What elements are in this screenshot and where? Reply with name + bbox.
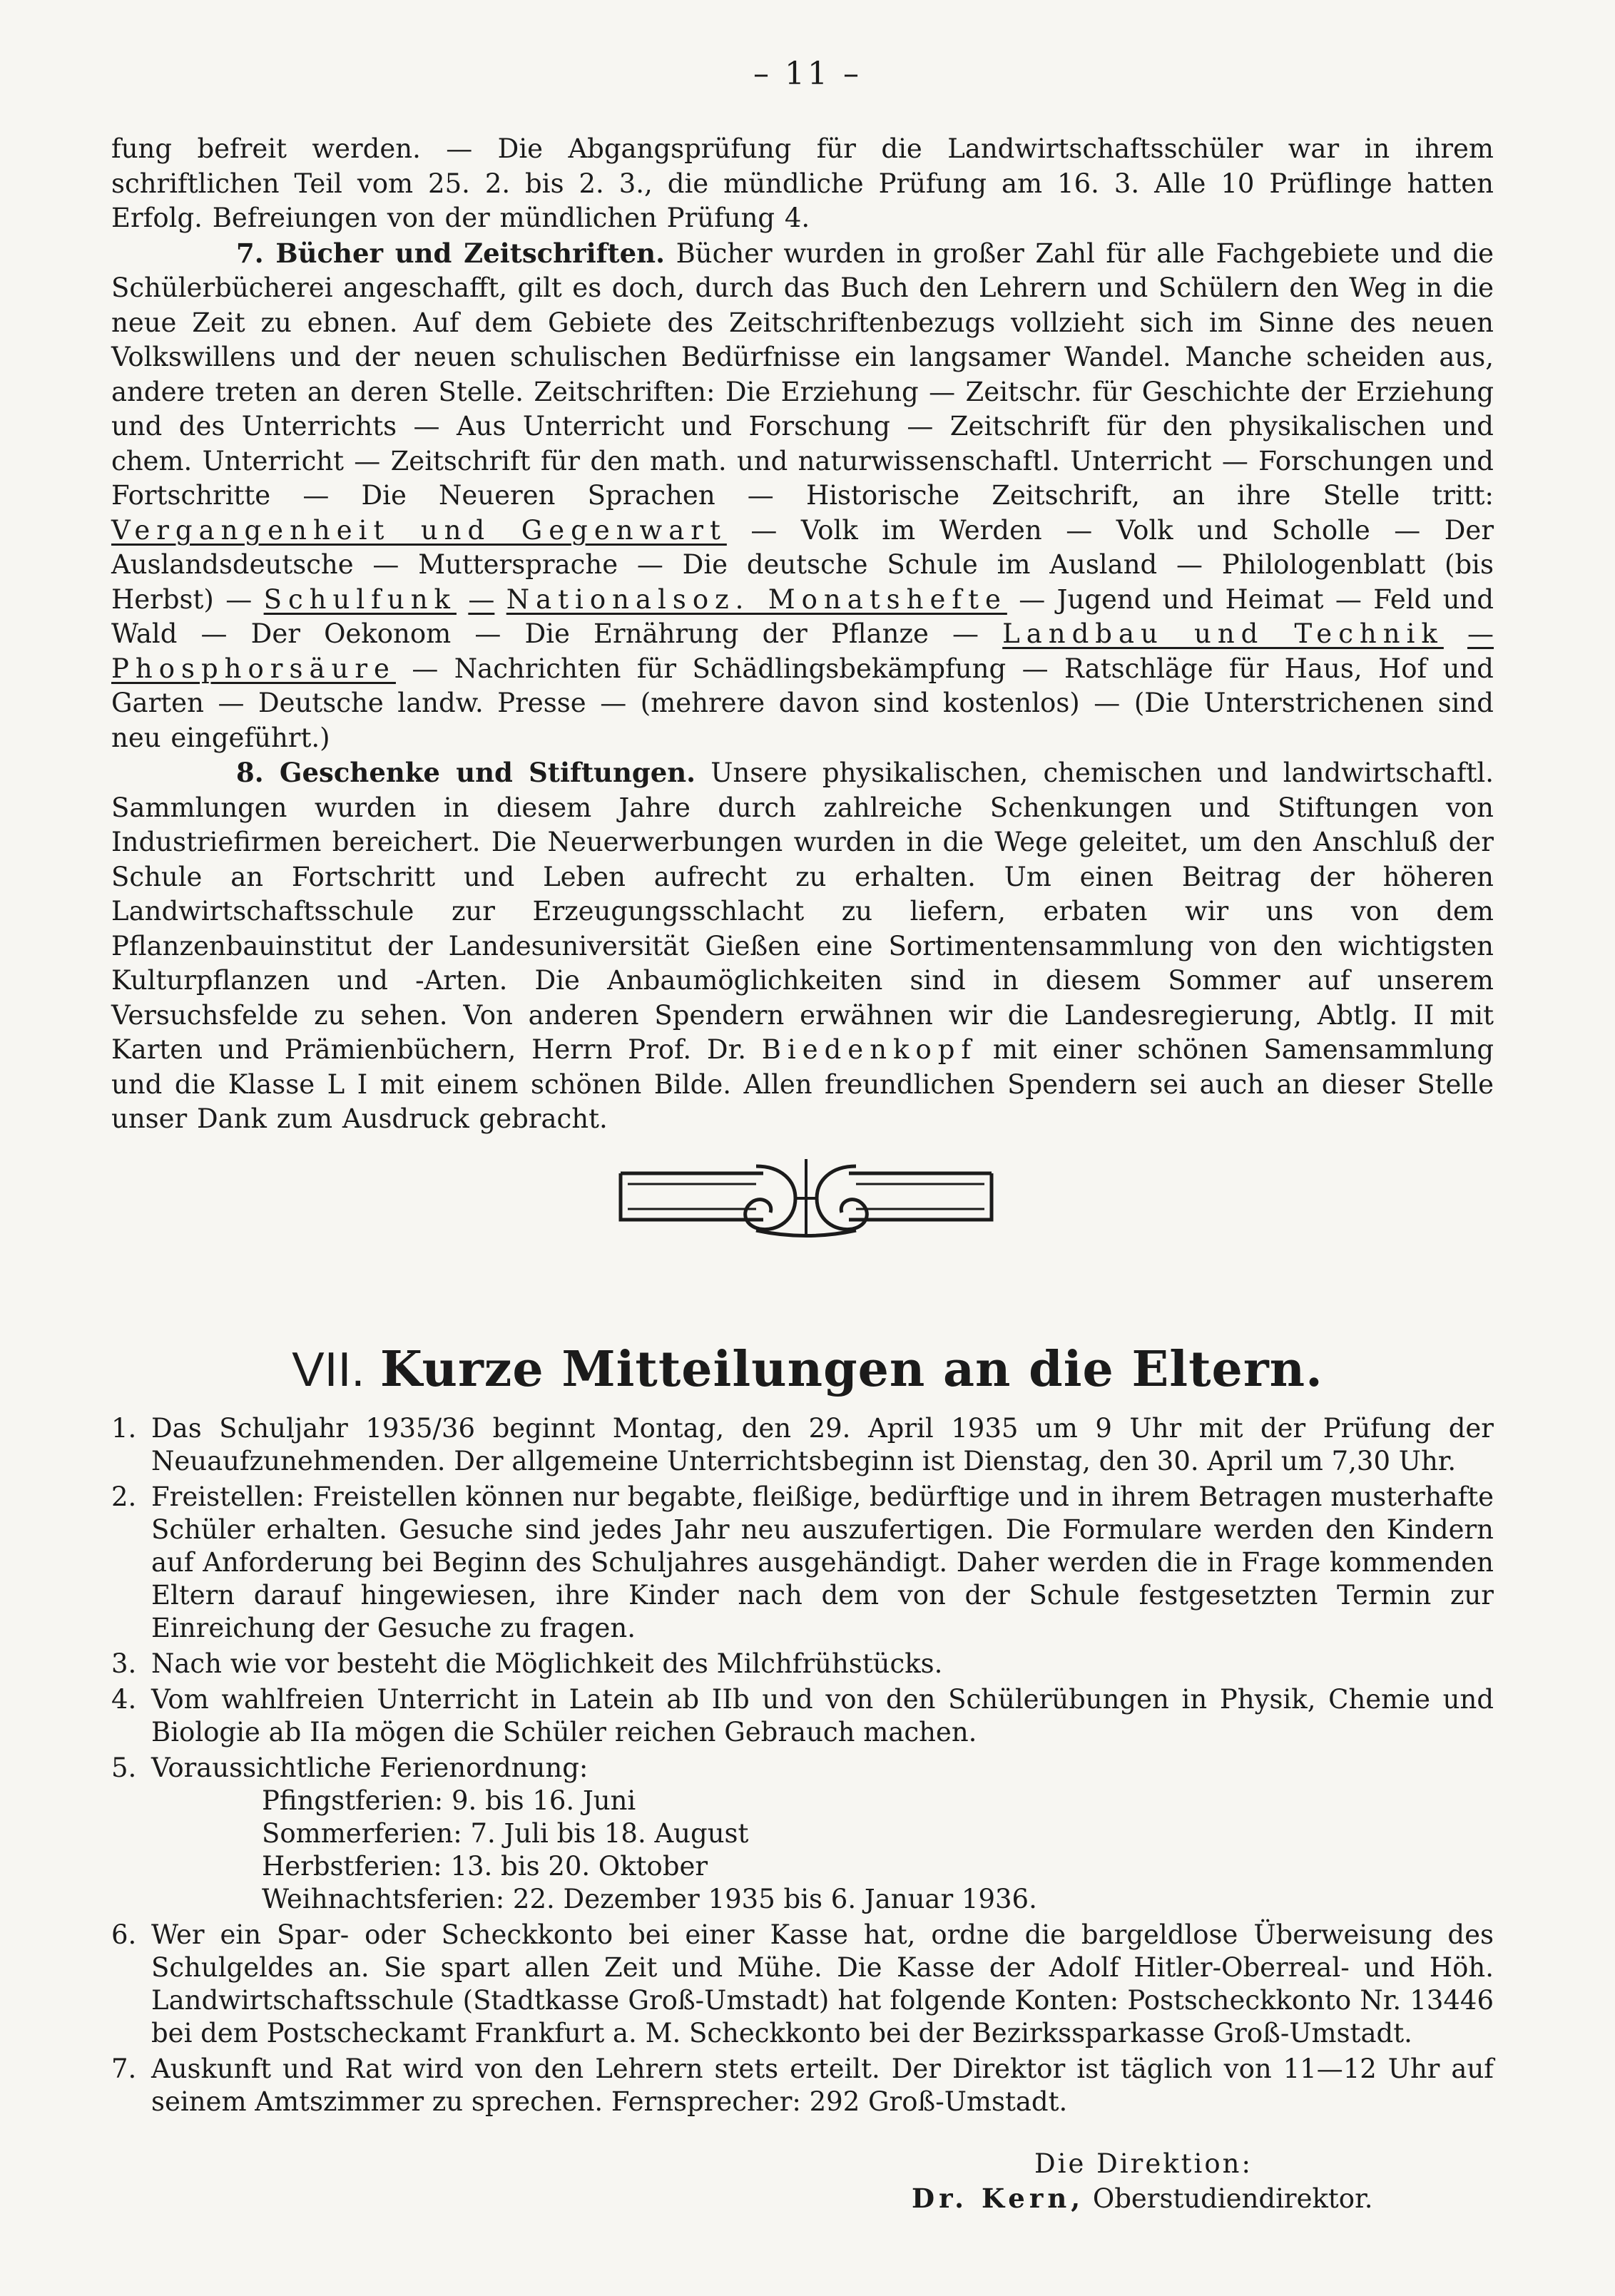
list-item: 7. Auskunft und Rat wird von den Lehrern stets erteilt. Der Direktor ist täglich von 11—12 Uhr auf seinem Amtszimmer zu sprechen. Fernsprecher: 292 Groß-Umstadt.	[111, 2053, 1494, 2117]
section-7-8	[111, 132, 1494, 1137]
books-text-2: — Volk im Werden — Volk und Scholle — Der Auslandsdeutsche — Muttersprache — Die deutsche Schule im Ausland — Philologenblatt (bis Herbst) —	[111, 514, 1494, 615]
signature-direction: Die Direktion:	[1034, 2148, 1253, 2179]
books-paragraph	[111, 236, 1494, 756]
list-item: 3. Nach wie vor besteht die Möglichkeit des Milchfrühstücks.	[111, 1648, 943, 1679]
gifts-text-2: mit einer schönen Samensammlung und die Klasse L I mit einem schönen Bilde. Allen freundlichen Spendern sei auch an dieser Stelle unser Dank zum Ausdruck gebracht.	[111, 1034, 1494, 1134]
underline-separator: —	[468, 583, 495, 615]
section-title-text: Kurze Mitteilungen an die Eltern.	[379, 1341, 1323, 1398]
page-number: – 11 –	[753, 56, 862, 92]
list-item: 1. Das Schuljahr 1935/36 beginnt Montag, den 29. April 1935 um 9 Uhr mit der Prüfung der Neuaufzunehmenden. Der allgemeine Unterrichtsbeginn ist Dienstag, den 30. April um 7,30 Uhr.	[111, 1413, 1494, 1476]
section-roman-numeral: VII.	[292, 1342, 365, 1397]
donor-name: Biedenkopf	[761, 1034, 978, 1065]
section-title	[0, 1341, 1615, 1398]
books-text-3: — Jugend und Heimat — Feld und Wald — Der Oekonom — Die Ernährung der Pflanze —	[111, 583, 1494, 649]
gifts-heading: 8. Geschenke und Stiftungen.	[236, 757, 696, 788]
books-text-1: Bücher wurden in großer Zahl für alle Fachgebiete und die Schülerbücherei angeschafft, gilt es doch, durch das Buch den Lehrern und Schülern den Weg in die neue Zeit zu ebnen. Auf dem Gebiete des Zeitschriftenbezugs vollzieht sich im Sinne des neuen Volkswillens und der neuen schulischen Bedürfnisse ein langsamer Wandel. Manche scheiden aus, andere treten an deren Stelle. Zeitschriften: Die Erziehung — Zeitschr. für Geschichte der Erziehung und des Unterrichts — Aus Unterricht und Forschung — Zeitschrift für den physikalischen und chem. Unterricht — Zeitschrift für den math. und naturwissenschaftl. Unterricht — Forschungen und Fortschritte — Die Neueren Sprachen — Historische Zeitschrift, an ihre Stelle tritt:	[111, 238, 1494, 511]
holiday-schedule	[151, 1785, 1494, 1916]
underlined-journal: Nationalsoz. Monatshefte	[506, 583, 1007, 615]
underlined-journal: Vergangenheit und Gegenwart	[111, 514, 727, 546]
holiday-line: Weihnachtsferien: 22. Dezember 1935 bis 6. Januar 1936.	[262, 1884, 1037, 1914]
list-item: 5. Voraussichtliche Ferienordnung: Pfingstferien: 9. bis 16. Juni Sommerferien: 7. Juli bis 18. August Herbstferien: 13. bis 20. Oktober Weihnachtsferien: 22. Dezember 1935 bis 6. Januar 1936.	[111, 1752, 1494, 1916]
holiday-line: Sommerferien: 7. Juli bis 18. August	[262, 1818, 749, 1849]
underlined-journal: Schulfunk	[263, 583, 457, 615]
signature-block	[912, 2183, 1372, 2214]
notices-list	[111, 1412, 1494, 2121]
signature-role: Oberstudiendirektor.	[1092, 2183, 1373, 2214]
underlined-journal: Phosphorsäure	[111, 653, 396, 684]
underlined-journal: Landbau und Technik	[1002, 618, 1444, 649]
list-item: 6. Wer ein Spar- oder Scheckkonto bei einer Kasse hat, ordne die bargeldlose Überweisung des Schulgeldes an. Sie spart allen Zeit und Mühe. Die Kasse der Adolf Hitler-Oberreal- und Höh. Landwirtschaftsschule (Stadtkasse Groß-Umstadt) hat folgende Konten: Postscheckkonto Nr. 13446 bei dem Postscheckamt Frankfurt a. M. Scheckkonto bei der Bezirkssparkasse Groß-Umstadt.	[111, 1919, 1494, 2048]
continued-paragraph: fung befreit werden. — Die Abgangsprüfung für die Landwirtschaftsschüler war in ihrem schriftlichen Teil vom 25. 2. bis 2. 3., die mündliche Prüfung am 16. 3. Alle 10 Prüflinge hatten Erfolg. Befreiungen von der mündlichen Prüfung 4.	[111, 133, 1494, 233]
holiday-line: Herbstferien: 13. bis 20. Oktober	[262, 1851, 708, 1882]
books-text-4: — Nachrichten für Schädlingsbekämpfung — Ratschläge für Haus, Hof und Garten — Deutsche landw. Presse — (mehrere davon sind kostenlos) — (Die Unterstrichenen sind neu eingeführt.)	[111, 653, 1494, 753]
books-heading: 7. Bücher und Zeitschriften.	[236, 237, 665, 269]
list-item: 4. Vom wahlfreien Unterricht in Latein ab IIb und von den Schülerübungen in Physik, Chemie und Biologie ab IIa mögen die Schüler reichen Gebrauch machen.	[111, 1684, 1494, 1747]
ornament-icon	[613, 1152, 999, 1241]
holiday-line: Pfingstferien: 9. bis 16. Juni	[262, 1785, 636, 1816]
underline-separator: —	[1467, 618, 1494, 649]
list-item: 2. Freistellen: Freistellen können nur begabte, fleißige, bedürftige und in ihrem Betragen musterhafte Schüler erhalten. Gesuche sind jedes Jahr neu auszufertigen. Die Formulare werden den Kindern auf Anforderung bei Beginn des Schuljahres ausgehändigt. Daher werden die in Frage kommenden Eltern darauf hingewiesen, ihre Kinder nach dem von der Schule festgesetzten Termin zur Einreichung der Gesuche zu fragen.	[111, 1481, 1494, 1643]
signature-name: Dr. Kern,	[912, 2183, 1085, 2214]
gifts-paragraph	[111, 755, 1494, 1137]
gifts-text-1: Unsere physikalischen, chemischen und landwirtschaftl. Sammlungen wurden in diesem Jahre durch zahlreiche Schenkungen und Stiftungen von Industriefirmen bereichert. Die Neuerwerbungen wurden in die Wege geleitet, um den Anschluß der Schule an Fortschritt und Leben aufrecht zu erhalten. Um einen Beitrag der höheren Landwirtschaftsschule zur Erzeugungsschlacht zu liefern, erbaten wir uns von dem Pflanzenbauinstitut der Landesuniversität Gießen eine Sortimentensammlung von den wichtigsten Kulturpflanzen und -Arten. Die Anbaumöglichkeiten sind in diesem Sommer auf unserem Versuchsfelde zu sehen. Von anderen Spendern erwähnen wir die Landesregierung, Abtlg. II mit Karten und Prämienbüchern, Herrn Prof. Dr.	[111, 757, 1494, 1065]
